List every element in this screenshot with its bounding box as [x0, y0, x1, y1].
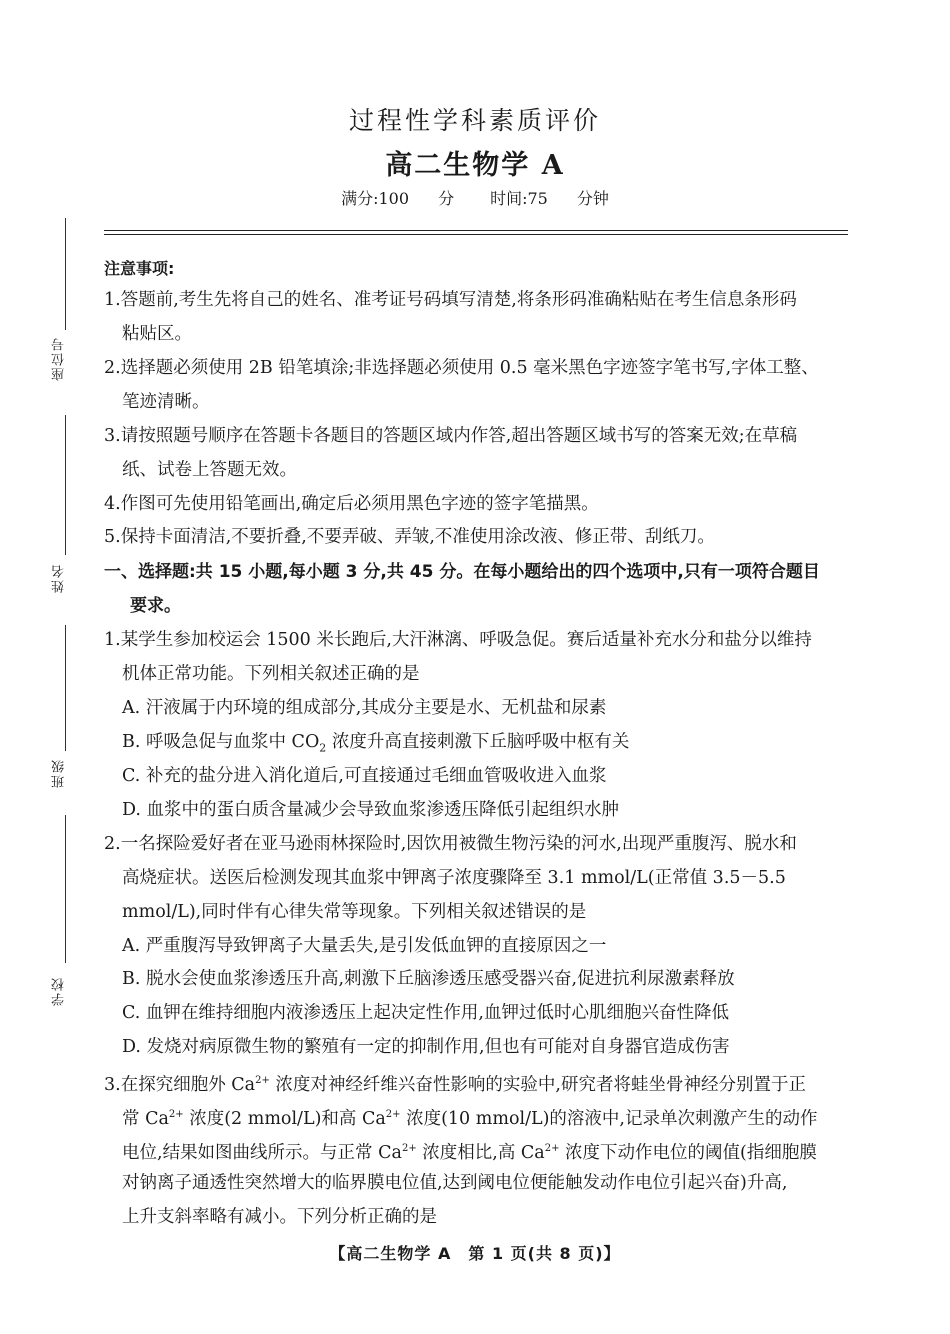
class-label: 班级	[52, 758, 67, 788]
q1-option-d: D. 血浆中的蛋白质含量减少会导致血浆渗透压降低引起组织水肿	[122, 800, 620, 820]
q1-option-b-post: 浓度升高直接刺激下丘脑呼吸中枢有关	[326, 732, 630, 752]
q3-text: 浓度(2 mmol/L)和高 Ca	[183, 1108, 386, 1129]
q2-stem-cont: mmol/L),同时伴有心律失常等现象。下列相关叙述错误的是	[122, 902, 587, 922]
q1-option-b-pre: B. 呼吸急促与血浆中 CO	[122, 732, 320, 752]
exam-time: 时间:75 分钟	[490, 189, 609, 208]
note-item: 5.保持卡面清洁,不要折叠,不要弄破、弄皱,不准使用涂改液、修正带、刮纸刀。	[104, 527, 715, 547]
notes-heading: 注意事项:	[104, 259, 175, 278]
q2-stem-cont: 高烧症状。送医后检测发现其血浆中钾离子浓度骤降至 3.1 mmol/L(正常值 3.5－5.5	[122, 868, 786, 888]
co2-subscript: 2	[319, 741, 327, 755]
header-rule-bottom	[104, 234, 848, 235]
ca-superscript: 2+	[385, 1109, 401, 1120]
q2-option-c: C. 血钾在维持细胞内液渗透压上起决定性作用,血钾过低时心肌细胞兴奋性降低	[122, 1003, 729, 1023]
ca-superscript: 2+	[168, 1109, 184, 1120]
school-label: 学校	[52, 976, 67, 1006]
q1-stem-cont: 机体正常功能。下列相关叙述正确的是	[122, 664, 420, 684]
q2-stem: 2.一名探险爱好者在亚马逊雨林探险时,因饮用被微生物污染的河水,出现严重腹泻、脱水和	[104, 834, 797, 854]
full-score: 满分:100 分	[341, 189, 455, 208]
ca-superscript: 2+	[401, 1143, 417, 1154]
note-item: 1.答题前,考生先将自己的姓名、准考证号码填写清楚,将条形码准确粘贴在考生信息条形码	[104, 290, 797, 310]
q2-option-b: B. 脱水会使血浆渗透压升高,刺激下丘脑渗透压感受器兴奋,促进抗利尿激素释放	[122, 969, 735, 989]
q1-option-c: C. 补充的盐分进入消化道后,可直接通过毛细血管吸收进入血浆	[122, 766, 607, 786]
header-rule-top	[104, 230, 848, 231]
q3-text: 浓度相比,高 Ca	[416, 1142, 545, 1163]
q3-text: 浓度下动作电位的阈值(指细胞膜	[559, 1142, 817, 1163]
note-item: 2.选择题必须使用 2B 铅笔填涂;非选择题必须使用 0.5 毫米黑色字迹签字笔书写,字体工整、	[104, 358, 819, 378]
q1-stem: 1.某学生参加校运会 1500 米长跑后,大汗淋漓、呼吸急促。赛后适量补充水分和盐分以维持	[104, 630, 812, 650]
q3-text: 常 Ca	[122, 1108, 169, 1129]
q3-stem-cont: 上升支斜率略有减小。下列分析正确的是	[122, 1207, 437, 1227]
exam-series-title: 过程性学科素质评价	[348, 106, 601, 135]
q2-option-d: D. 发烧对病原微生物的繁殖有一定的抑制作用,但也有可能对自身器官造成伤害	[122, 1037, 730, 1057]
q3-stem	[104, 1064, 806, 1102]
q3-text: 浓度(10 mmol/L)的溶液中,记录单次刺激产生的动作	[400, 1108, 818, 1129]
ca-superscript: 2+	[544, 1143, 560, 1154]
note-item-cont: 笔迹清晰。	[122, 392, 210, 412]
note-item: 3.请按照题号顺序在答题卡各题目的答题区域内作答,超出答题区域书写的答案无效;在草稿	[104, 426, 798, 446]
sidebar-line	[65, 218, 66, 330]
ca-superscript: 2+	[255, 1075, 270, 1086]
name-label: 姓名	[52, 563, 67, 593]
exam-title: 高二生物学 A	[385, 150, 565, 181]
q3-text: 电位,结果如图曲线所示。与正常 Ca	[122, 1142, 402, 1163]
sidebar-line	[65, 415, 66, 555]
seat-number-label: 座位号	[52, 336, 67, 381]
page-footer: 【高二生物学 A 第 1 页(共 8 页)】	[329, 1244, 621, 1263]
note-item-cont: 纸、试卷上答题无效。	[122, 460, 297, 480]
section-heading-cont: 要求。	[130, 596, 181, 616]
q1-option-a: A. 汗液属于内环境的组成部分,其成分主要是水、无机盐和尿素	[122, 698, 607, 718]
section-heading: 一、选择题:共 15 小题,每小题 3 分,共 45 分。在每小题给出的四个选项中,只有一项符合题目	[104, 562, 820, 582]
score-time-line	[0, 186, 950, 209]
q3-stem-cont	[122, 1098, 817, 1136]
q3-stem-cont: 对钠离子通透性突然增大的临界膜电位值,达到阈电位便能触发动作电位引起兴奋)升高,	[122, 1173, 788, 1193]
note-item: 4.作图可先使用铅笔画出,确定后必须用黑色字迹的签字笔描黑。	[104, 494, 599, 514]
note-item-cont: 粘贴区。	[122, 324, 192, 344]
q3-text: 3.在探究细胞外 Ca	[104, 1074, 256, 1095]
sidebar-line	[65, 625, 66, 751]
sidebar-line	[65, 815, 66, 963]
q3-text: 浓度对神经纤维兴奋性影响的实验中,研究者将蛙坐骨神经分别置于正	[269, 1074, 806, 1095]
q3-stem-cont	[122, 1132, 817, 1170]
q2-option-a: A. 严重腹泻导致钾离子大量丢失,是引发低血钾的直接原因之一	[122, 936, 607, 956]
